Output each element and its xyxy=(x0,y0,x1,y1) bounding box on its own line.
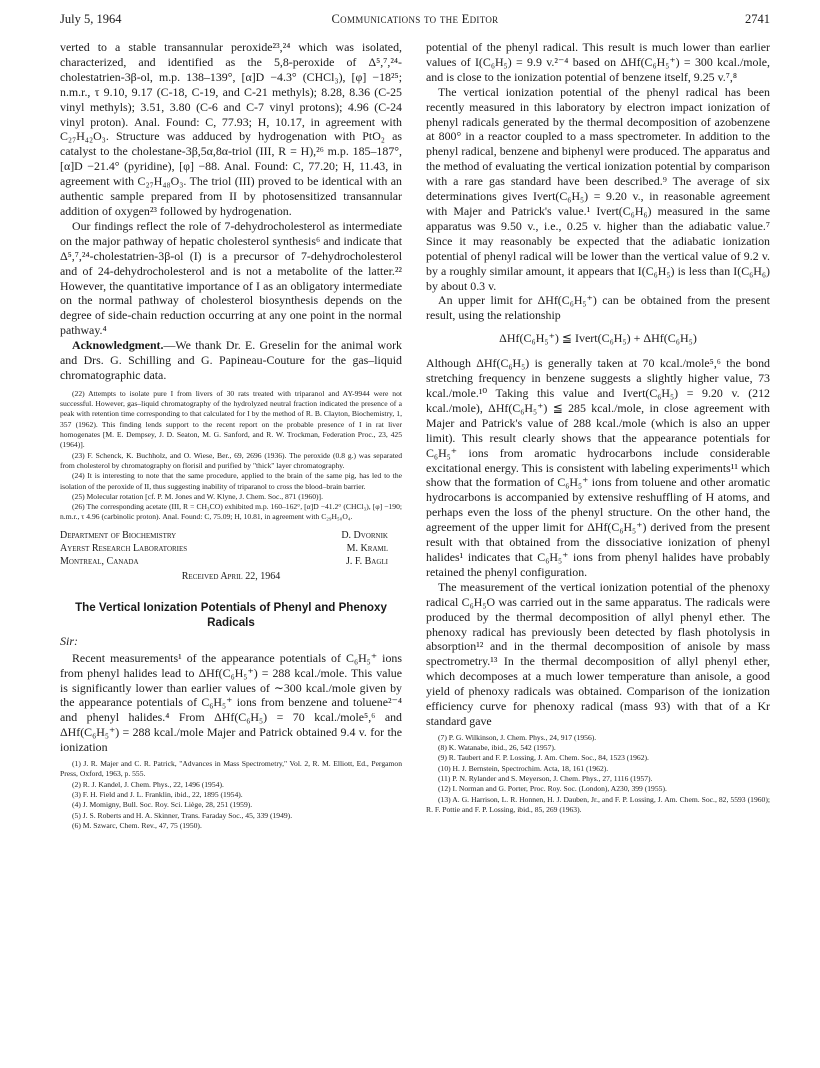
running-header xyxy=(60,12,770,32)
findings-paragraph: Our findings reflect the role of 7-dehydrocholesterol as intermediate on the major pathway of hepatic cholesterol synthesis⁶ and indicate that Δ⁵,⁷,²⁴-cholestatrien-3β-ol (I) is a precursor of 7-dehydrocholesterol and of 24-dehydrocholesterol and is not a metabolite of the latter.²² However, the quantitative importance of I as an obligatory intermediate on the normal pathway of cholesterol biosynthesis depends on the degree of side-chain reduction occurring at any one point in the normal pathway.⁴ xyxy=(60,218,402,338)
reference: (5) J. S. Roberts and H. A. Skinner, Trans. Faraday Soc., 45, 339 (1949). xyxy=(72,810,293,820)
reference: (6) M. Szwarc, Chem. Rev., 47, 75 (1950). xyxy=(72,820,202,830)
reference: (2) R. J. Kandel, J. Chem. Phys., 22, 1496 (1954). xyxy=(72,779,224,789)
footnote: (23) F. Schenck, K. Buchholz, and O. Wiese, Ber., 69, 2696 (1936). The peroxide (0.8 g.) was separated from cholesterol by chromatography on florisil and purified by "thick" layer chromatography. xyxy=(60,450,402,470)
reference: (8) K. Watanabe, ibid., 26, 542 (1957). xyxy=(438,743,556,753)
author-list: D. Dvornik M. Kraml J. F. Bagli xyxy=(341,529,388,567)
vertical-ip-paragraph: The vertical ionization potential of the phenyl radical has been recently measured in this laboratory by electron impact ionization of phenyl radicals generated by the thermal decomposition of azobenzene at 800° in a reactor coupled to a mass spectrometer. In addition to the phenyl radical, benzene and biphenyl were produced. The apparatus and the method of evaluating the vertical ionization potential by comparison with a rare gas standard have been described.⁹ The average of six determinations gives Ivert(C₆H₅) = 9.20 v., in reasonable agreement with Majer and Patrick's value.¹ Ivert(C₆H₆) measured in the same apparatus was 9.50 v., i.e., 0.25 v. higher than the adiabatic value.⁷ Since it may reasonably be expected that the adiabatic ionization potential of phenyl radical will be lower than the vertical value of 9.2 v. by a roughly similar amount, it appears that I(C₆H₅) is less than I(C₆H₆) by about 0.3 v. xyxy=(426,84,770,293)
page-number: 2741 xyxy=(745,12,770,26)
upper-limit-paragraph: An upper limit for ΔHf(C₆H₅⁺) can be obtained from the present result, using the relationship xyxy=(426,293,770,323)
acknowledgment xyxy=(60,338,402,383)
affiliation: Department of Biochemistry Ayerst Research Laboratories Montreal, Canada xyxy=(60,529,188,567)
acknowledgment-text: —We thank Dr. E. Greselin for the animal work and Drs. G. Schilling and G. Papineau-Couture for the gas–liquid chromatographic data. xyxy=(60,338,402,382)
intro-paragraph: Recent measurements¹ of the appearance potentials of C₆H₅⁺ ions from phenyl halides lead to ΔHf(C₆H₅⁺) = 288 kcal./mole. This value is significantly lower than earlier values of ∼300 kcal./mole given by the appearance potentials of C₆H₅⁺ ions from benzene and toluene²⁻⁴ and phenyl halides.⁴ From ΔHf(C₆H₅) = 70 kcal./mole⁵,⁶ and ΔHf(C₆H₅⁺) = 288 kcal./mole Majer and Patrick obtained 9.4 v. for the ionization xyxy=(60,650,402,755)
footnote: (26) The corresponding acetate (III, R = CH₃CO) exhibited m.p. 160–162°, [α]D −41.2° (CHCl₃), [φ] −190; n.m.r., τ 4.96 (carbinolic proton). Anal. Found: C, 75.09; H, 10.81, in agreement with C₂₉H₅₀O₄. xyxy=(60,502,402,522)
equation: ΔHf(C₆H₅⁺) ≦ Ivert(C₆H₅) + ΔHf(C₆H₅) xyxy=(499,331,697,346)
left-column xyxy=(60,40,402,1060)
footnotes-first-article xyxy=(60,389,402,523)
affiliation-block xyxy=(60,529,402,569)
reference: (10) H. J. Bernstein, Spectrochim. Acta, 18, 161 (1962). xyxy=(438,763,609,773)
references-right xyxy=(426,733,770,815)
phenoxy-paragraph: The measurement of the vertical ionization potential of the phenoxy radical C₆H₅O was carried out in the same apparatus. The radicals were produced by the thermal decomposition of allyl phenyl ether. The phenoxy radical has previously been detected by flash photolysis in absorption¹² and in the thermal decomposition of anisole by mass spectrometry.¹³ In the thermal decomposition of allyl phenyl ether, which decomposes at a much lower temperature than anisole, a good yield of phenoxy radicals was obtained. Comparison of the ionization efficiency curve for phenoxy radical (mass 93) with that of a Kr standard gave xyxy=(426,579,770,728)
reference: (12) I. Norman and G. Porter, Proc. Roy. Soc. (London), A230, 399 (1955). xyxy=(438,784,667,794)
references-left xyxy=(60,759,402,831)
reference: (4) J. Momigny, Bull. Soc. Roy. Sci. Liège, 28, 251 (1959). xyxy=(72,800,253,810)
reference: (13) A. G. Harrison, L. R. Honnen, H. J. Dauben, Jr., and F. P. Lossing, J. Am. Chem. Soc., 82, 5593 (1960); R. F. Pottie and F. P. Lossing, ibid., 85, 269 (1963). xyxy=(426,794,770,814)
salutation: Sir: xyxy=(60,633,78,648)
acknowledgment-heading: Acknowledgment. xyxy=(72,338,164,353)
footnote: (22) Attempts to isolate pure I from livers of 30 rats treated with triparanol and AY-9944 were not successful. However, gas–liquid chromatography of the hydrolyzed neutral fraction indicated the presence of a peak with retention time corresponding to that calculated for I by the method of R. B. Clayton, Biochemistry, 1, 357 (1962). This finding lends support to the recent report on the probable presence of I in rat liver homogenates [M. E. Dempsey, J. D. Seaton, M. G. Sanford, and R. W. Trockman, Federation Proc., 23, 425 (1964)]. xyxy=(60,388,402,450)
issue-date: July 5, 1964 xyxy=(60,12,122,26)
journal-section: Communications to the Editor xyxy=(331,12,499,26)
reference: (3) F. H. Field and J. L. Franklin, ibid., 22, 1895 (1954). xyxy=(72,789,243,799)
article-title: The Vertical Ionization Potentials of Phenyl and Phenoxy Radicals xyxy=(75,600,387,629)
continued-paragraph: potential of the phenyl radical. This result is much lower than earlier values of I(C₆H₅) = 9.9 v.²⁻⁴ based on ΔHf(C₆H₅⁺) = 300 kcal./mole, and is close to the ionization potential of benzene itself, 9.25 v.⁷,⁸ xyxy=(426,40,770,84)
received-date: Received April 22, 1964 xyxy=(181,570,281,582)
footnote: (24) It is interesting to note that the same procedure, applied to the brain of the same pig, has led to the isolation of the peroxide of II, thus suggesting inability of triparanol to cross the blood–brain barrier. xyxy=(60,471,402,491)
reference: (7) P. G. Wilkinson, J. Chem. Phys., 24, 917 (1956). xyxy=(438,732,597,742)
discussion-paragraph: Although ΔHf(C₆H₅) is generally taken at 70 kcal./mole⁵,⁶ the bond stretching frequency in benzene suggests a slightly higher value, 73 kcal./mole.¹⁰ Taking this value and Ivert(C₆H₅) = 9.20 v. (212 kcal./mole), ΔHf(C₆H₅⁺) ≦ 285 kcal./mole, in close agreement with Majer and Patrick's value of 288 kcal./mole (which is also an upper limit). This result clearly shows that the appearance potentials for C₆H₅⁺ ions from aromatic hydrocarbons include considerable excitational energy. This is consistent with labeling experiments¹¹ which show that the formation of C₆H₅⁺ ions from toluene and other aromatic hydrocarbons is accompanied by extensive reshuffling of H atoms, and perhaps even the loss of the phenyl structure. On the other hand, the agreement of the upper limit for ΔHf(C₆H₅⁺) derived from the present result with that obtained from the dissociative ionization of phenyl halides¹ indicates that C₆H₅⁺ ions from phenyl halides have probably retained the phenyl configuration. xyxy=(426,356,770,579)
footnote: (25) Molecular rotation [cf. P. M. Jones and W. Klyne, J. Chem. Soc., 871 (1960)]. xyxy=(72,491,323,501)
reference: (11) P. N. Rylander and S. Meyerson, J. Chem. Phys., 27, 1116 (1957). xyxy=(438,774,653,784)
reference: (9) R. Taubert and F. P. Lossing, J. Am. Chem. Soc., 84, 1523 (1962). xyxy=(438,753,649,763)
reference: (1) J. R. Majer and C. R. Patrick, "Advances in Mass Spectrometry," Vol. 2, R. M. Elliott, Ed., Pergamon Press, Oxford, 1963, p. 555. xyxy=(60,759,402,779)
continued-paragraph: verted to a stable transannular peroxide²³,²⁴ which was isolated, characterized, and identified as the 5,8-peroxide of Δ⁵,⁷,²⁴-cholestatrien-3β-ol, m.p. 138–139°, [α]D −4.3° (CHCl₃), [φ] −18²⁵; n.m.r., τ 9.10, 9.17 (C-18, C-19, and C-21 methyls); 8.28, 8.36 (C-25 vinyl methyls); 3.51, 3.80 (C-6 and C-7 vinyl protons); 4.96 (C-24 vinyl proton). Anal. Found: C, 77.93; H, 10.17, in agreement with C₂₇H₄₂O₃. Structure was adduced by hydrogenation with PtO₂ as catalyst to the cholestane-3β,5α,8α-triol (III, R = H),²⁶ m.p. 185–187°, [α]D −21.4° (pyridine), [φ] −88. Anal. Found: C, 77.20; H, 11.43, in agreement with C₂₇H₄₈O₃. The triol (III) proved to be identical with an authentic sample prepared from II by photosensitized transannular addition of oxygen²³ followed by hydrogenation. xyxy=(60,40,402,218)
right-column xyxy=(426,40,770,1060)
